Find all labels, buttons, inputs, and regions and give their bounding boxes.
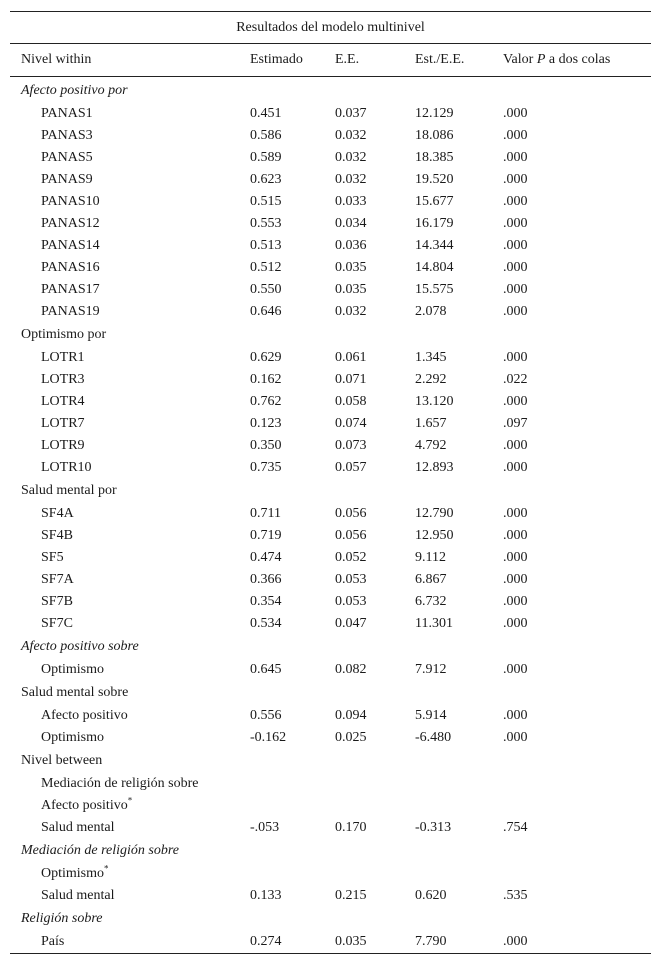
row-label: LOTR7 xyxy=(41,416,85,431)
row-label: PANAS14 xyxy=(41,238,100,253)
cell-pvalue: .097 xyxy=(503,416,528,431)
cell-ratio: 1.657 xyxy=(415,416,447,431)
table-row xyxy=(10,147,651,169)
table-row xyxy=(10,525,651,547)
row-label: Optimismo xyxy=(41,866,105,881)
table-row xyxy=(10,257,651,279)
cell-estimate: 0.513 xyxy=(250,238,282,253)
cell-estimate: 0.162 xyxy=(250,372,282,387)
cell-se: 0.034 xyxy=(335,216,367,231)
section-label: Salud mental sobre xyxy=(21,685,129,700)
header-pvalue-suffix: a dos colas xyxy=(545,52,611,67)
cell-se: 0.035 xyxy=(335,282,367,297)
cell-se: 0.047 xyxy=(335,616,367,631)
cell-se: 0.053 xyxy=(335,572,367,587)
cell-se: 0.036 xyxy=(335,238,367,253)
row-label: PANAS10 xyxy=(41,194,100,209)
section-label: Salud mental por xyxy=(21,483,117,498)
cell-estimate: 0.646 xyxy=(250,304,282,319)
cell-estimate: 0.451 xyxy=(250,106,282,121)
cell-estimate: 0.550 xyxy=(250,282,282,297)
table-row xyxy=(10,301,651,323)
row-label: LOTR9 xyxy=(41,438,85,453)
cell-se: 0.032 xyxy=(335,172,367,187)
header-row xyxy=(10,44,651,77)
cell-estimate: 0.274 xyxy=(250,934,282,949)
row-label: PANAS3 xyxy=(41,128,93,143)
section-label: Nivel between xyxy=(21,753,103,768)
section-row xyxy=(10,749,651,773)
cell-pvalue: .000 xyxy=(503,528,528,543)
cell-se: 0.056 xyxy=(335,506,367,521)
row-label: Optimismo xyxy=(41,662,105,677)
cell-estimate: 0.133 xyxy=(250,888,282,903)
row-label: SF7C xyxy=(41,616,73,631)
cell-se: 0.058 xyxy=(335,394,367,409)
cell-pvalue: .000 xyxy=(503,662,528,677)
cell-pvalue: .000 xyxy=(503,194,528,209)
row-label: PANAS12 xyxy=(41,216,100,231)
row-label: Afecto positivo xyxy=(41,708,128,723)
cell-ratio: 15.575 xyxy=(415,282,454,297)
table-row xyxy=(10,727,651,749)
header-level: Nivel within xyxy=(10,44,250,77)
cell-se: 0.094 xyxy=(335,708,367,723)
cell-estimate: 0.534 xyxy=(250,616,282,631)
cell-ratio: 14.344 xyxy=(415,238,454,253)
cell-ratio: 2.078 xyxy=(415,304,447,319)
cell-pvalue: .000 xyxy=(503,550,528,565)
cell-pvalue: .754 xyxy=(503,820,528,835)
cell-estimate: -0.162 xyxy=(250,730,287,745)
table-row xyxy=(10,369,651,391)
cell-ratio: 2.292 xyxy=(415,372,447,387)
cell-ratio: 9.112 xyxy=(415,550,446,565)
table-row xyxy=(10,347,651,369)
cell-ratio: 5.914 xyxy=(415,708,447,723)
row-label-with-mark xyxy=(10,863,651,885)
row-label: Afecto positivo xyxy=(41,798,128,813)
cell-se: 0.032 xyxy=(335,150,367,165)
cell-se: 0.082 xyxy=(335,662,367,677)
cell-estimate: 0.586 xyxy=(250,128,282,143)
cell-se: 0.073 xyxy=(335,438,367,453)
cell-ratio: 7.790 xyxy=(415,934,447,949)
row-label: SF4A xyxy=(41,506,74,521)
table-row xyxy=(10,591,651,613)
cell-se: 0.170 xyxy=(335,820,367,835)
table-row xyxy=(10,795,651,817)
row-label-with-mark xyxy=(10,795,651,817)
cell-pvalue: .000 xyxy=(503,106,528,121)
cell-pvalue: .000 xyxy=(503,594,528,609)
table-row xyxy=(10,705,651,727)
table-row xyxy=(10,169,651,191)
section-label: Mediación de religión sobre xyxy=(21,843,179,858)
row-label: PANAS1 xyxy=(41,106,93,121)
cell-estimate: 0.556 xyxy=(250,708,282,723)
cell-se: 0.215 xyxy=(335,888,367,903)
cell-ratio: 0.620 xyxy=(415,888,447,903)
table-row xyxy=(10,279,651,301)
table-row xyxy=(10,817,651,839)
cell-se: 0.032 xyxy=(335,304,367,319)
cell-se: 0.037 xyxy=(335,106,367,121)
cell-se: 0.025 xyxy=(335,730,367,745)
table-row xyxy=(10,885,651,907)
row-label: SF5 xyxy=(41,550,64,565)
row-label: LOTR10 xyxy=(41,460,92,475)
header-estimate: Estimado xyxy=(250,44,335,77)
table-row xyxy=(10,391,651,413)
section-label: Afecto positivo por xyxy=(21,83,128,98)
cell-pvalue: .000 xyxy=(503,616,528,631)
table-row xyxy=(10,191,651,213)
header-se: E.E. xyxy=(335,44,415,77)
cell-pvalue: .000 xyxy=(503,350,528,365)
row-label: LOTR4 xyxy=(41,394,85,409)
cell-estimate: 0.512 xyxy=(250,260,282,275)
cell-pvalue: .000 xyxy=(503,708,528,723)
cell-pvalue: .000 xyxy=(503,172,528,187)
cell-estimate: 0.123 xyxy=(250,416,282,431)
cell-ratio: -6.480 xyxy=(415,730,452,745)
cell-se: 0.074 xyxy=(335,416,367,431)
table-row xyxy=(10,235,651,257)
row-label: PANAS16 xyxy=(41,260,100,275)
results-grid xyxy=(10,44,651,953)
cell-estimate: 0.623 xyxy=(250,172,282,187)
cell-se: 0.061 xyxy=(335,350,367,365)
table-row xyxy=(10,435,651,457)
footnote-mark: * xyxy=(104,863,109,874)
row-label: PANAS19 xyxy=(41,304,100,319)
header-pvalue-p: P xyxy=(536,52,546,67)
section-row xyxy=(10,479,651,503)
cell-estimate: 0.719 xyxy=(250,528,282,543)
table-row xyxy=(10,213,651,235)
header-pvalue xyxy=(503,44,651,77)
cell-ratio: 14.804 xyxy=(415,260,454,275)
cell-estimate: 0.762 xyxy=(250,394,282,409)
cell-pvalue: .000 xyxy=(503,730,528,745)
section-row xyxy=(10,907,651,931)
cell-estimate: 0.589 xyxy=(250,150,282,165)
row-label: PANAS17 xyxy=(41,282,100,297)
table-row xyxy=(10,413,651,435)
cell-pvalue: .000 xyxy=(503,260,528,275)
table-row xyxy=(10,125,651,147)
cell-estimate: 0.553 xyxy=(250,216,282,231)
cell-ratio: 13.120 xyxy=(415,394,454,409)
cell-ratio: 6.867 xyxy=(415,572,447,587)
cell-pvalue: .022 xyxy=(503,372,528,387)
cell-pvalue: .000 xyxy=(503,572,528,587)
row-label: SF4B xyxy=(41,528,73,543)
table-row xyxy=(10,931,651,953)
row-label: SF7A xyxy=(41,572,74,587)
cell-ratio: 12.129 xyxy=(415,106,454,121)
table-row xyxy=(10,547,651,569)
cell-estimate: 0.645 xyxy=(250,662,282,677)
row-label: LOTR1 xyxy=(41,350,85,365)
table-title: Resultados del modelo multinivel xyxy=(10,12,651,44)
cell-estimate: 0.350 xyxy=(250,438,282,453)
cell-ratio: 18.385 xyxy=(415,150,454,165)
table-row xyxy=(10,773,651,795)
cell-pvalue: .000 xyxy=(503,128,528,143)
section-row xyxy=(10,681,651,705)
cell-estimate: 0.629 xyxy=(250,350,282,365)
cell-ratio: 18.086 xyxy=(415,128,454,143)
cell-se: 0.053 xyxy=(335,594,367,609)
results-table xyxy=(10,11,651,954)
cell-pvalue: .000 xyxy=(503,238,528,253)
cell-estimate: 0.366 xyxy=(250,572,282,587)
row-label: LOTR3 xyxy=(41,372,85,387)
cell-pvalue: .000 xyxy=(503,150,528,165)
section-row xyxy=(10,77,651,104)
cell-ratio: 12.950 xyxy=(415,528,454,543)
cell-estimate: 0.711 xyxy=(250,506,281,521)
cell-estimate: 0.735 xyxy=(250,460,282,475)
header-pvalue-prefix: Valor xyxy=(503,52,537,67)
cell-se: 0.056 xyxy=(335,528,367,543)
row-label: PANAS5 xyxy=(41,150,93,165)
table-row xyxy=(10,659,651,681)
cell-ratio: 19.520 xyxy=(415,172,454,187)
section-label: Optimismo por xyxy=(21,327,107,342)
row-label: Salud mental xyxy=(41,820,115,835)
cell-pvalue: .000 xyxy=(503,460,528,475)
footnote-mark: * xyxy=(127,795,133,806)
row-label: País xyxy=(41,934,65,949)
cell-pvalue: .000 xyxy=(503,394,528,409)
row-label: PANAS9 xyxy=(41,172,93,187)
section-row xyxy=(10,839,651,863)
row-label: SF7B xyxy=(41,594,73,609)
header-ratio: Est./E.E. xyxy=(415,44,503,77)
cell-ratio: 11.301 xyxy=(415,616,453,631)
table-row xyxy=(10,103,651,125)
cell-estimate: 0.474 xyxy=(250,550,282,565)
row-label: Optimismo xyxy=(41,730,105,745)
cell-pvalue: .000 xyxy=(503,282,528,297)
cell-se: 0.035 xyxy=(335,260,367,275)
cell-ratio: 4.792 xyxy=(415,438,447,453)
cell-ratio: 15.677 xyxy=(415,194,454,209)
cell-estimate: 0.515 xyxy=(250,194,282,209)
cell-ratio: 1.345 xyxy=(415,350,447,365)
cell-se: 0.057 xyxy=(335,460,367,475)
row-label: Mediación de religión sobre xyxy=(41,776,199,791)
table-row xyxy=(10,613,651,635)
cell-pvalue: .000 xyxy=(503,304,528,319)
cell-ratio: 12.790 xyxy=(415,506,454,521)
cell-ratio: 16.179 xyxy=(415,216,454,231)
cell-ratio: 7.912 xyxy=(415,662,447,677)
row-label: Salud mental xyxy=(41,888,115,903)
cell-ratio: 12.893 xyxy=(415,460,454,475)
cell-ratio: 6.732 xyxy=(415,594,447,609)
cell-se: 0.035 xyxy=(335,934,367,949)
table-row xyxy=(10,569,651,591)
section-label: Afecto positivo sobre xyxy=(21,639,139,654)
table-row xyxy=(10,503,651,525)
table-row xyxy=(10,457,651,479)
cell-pvalue: .000 xyxy=(503,216,528,231)
cell-se: 0.071 xyxy=(335,372,367,387)
cell-pvalue: .535 xyxy=(503,888,528,903)
section-row xyxy=(10,323,651,347)
cell-estimate: -.053 xyxy=(250,820,280,835)
section-label: Religión sobre xyxy=(21,911,103,926)
cell-pvalue: .000 xyxy=(503,438,528,453)
cell-se: 0.032 xyxy=(335,128,367,143)
cell-pvalue: .000 xyxy=(503,506,528,521)
cell-se: 0.033 xyxy=(335,194,367,209)
cell-pvalue: .000 xyxy=(503,934,528,949)
cell-estimate: 0.354 xyxy=(250,594,282,609)
cell-ratio: -0.313 xyxy=(415,820,452,835)
table-row xyxy=(10,863,651,885)
cell-se: 0.052 xyxy=(335,550,367,565)
section-row xyxy=(10,635,651,659)
